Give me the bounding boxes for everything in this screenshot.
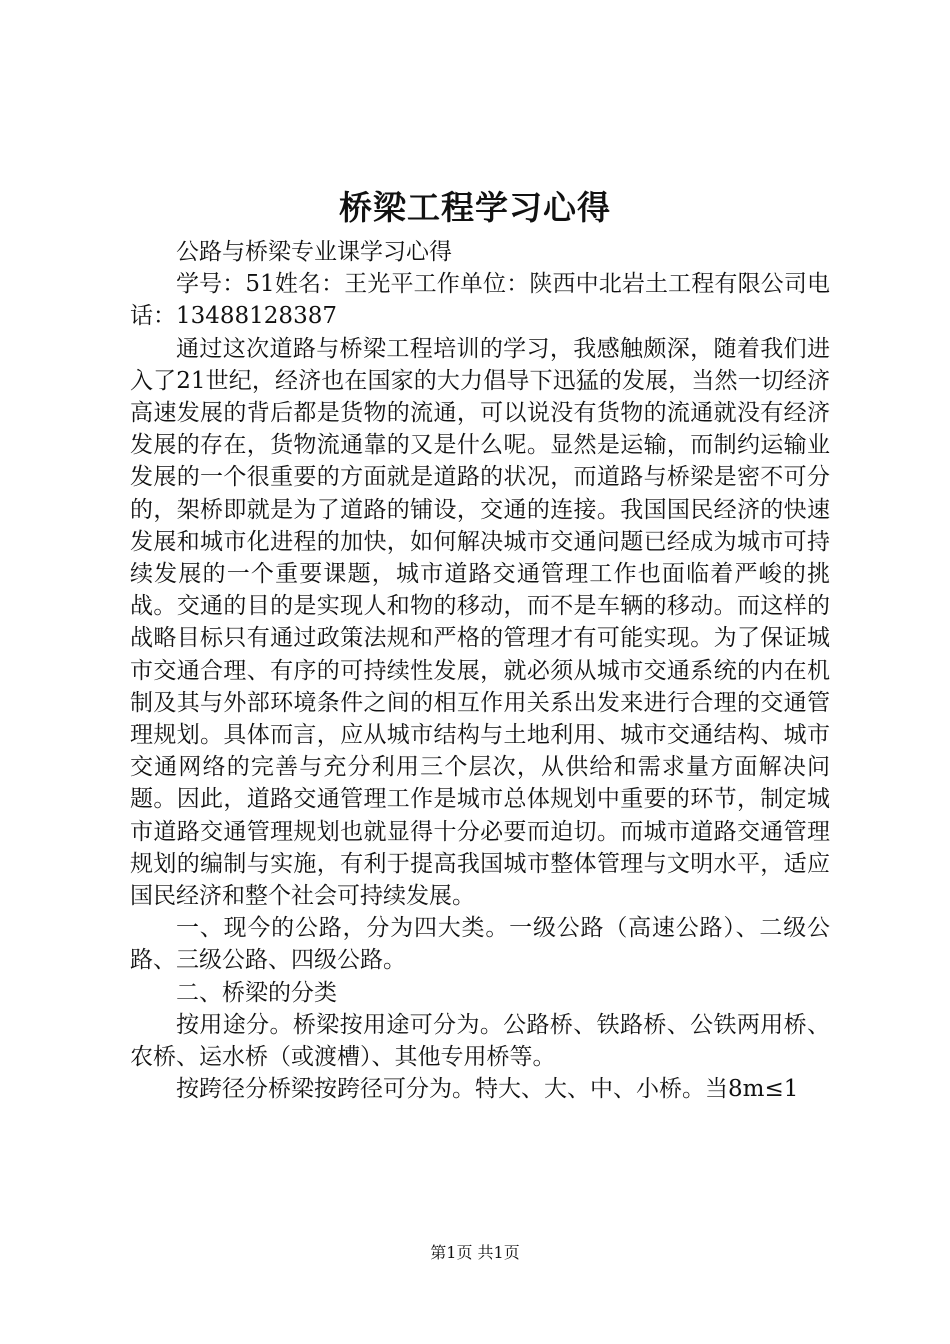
paragraph-bridge-heading: 二、桥梁的分类 (176, 979, 337, 1006)
paragraph-road-classes: 一、现今的公路，分为四大类。一级公路（高速公路）、二级公路、三级公路、四级公路。 (130, 915, 830, 974)
document-body (130, 236, 830, 1105)
paragraph-author-info: 学号：51姓名：王光平工作单位：陕西中北岩土工程有限公司电话：13488128387 (130, 271, 830, 330)
paragraph-subtitle: 公路与桥梁专业课学习心得 (176, 239, 452, 265)
paragraph-bridge-span: 按跨径分桥梁按跨径可分为。特大、大、中、小桥。当8m≤1 (176, 1076, 799, 1103)
document-title: 桥梁工程学习心得 (339, 188, 611, 227)
page-footer: 第1页 共1页 (430, 1243, 520, 1262)
paragraph-main: 通过这次道路与桥梁工程培训的学习，我感触颇深，随着我们进入了21世纪，经济也在国家的大力倡导下迅猛的发展，当然一切经济高速发展的背后都是货物的流通，可以说没有货物的流通就没有经济发展的存在，货物流通靠的又是什么呢。显然是运输，而制约运输业发展的一个很重要的方面就是道路的状况，而道路与桥梁是密不可分的，架桥即就是为了道路的铺设，交通的连接。我国国民经济的快速发展和城市化进程的加快，如何解决城市交通问题已经成为城市可持续发展的一个重要课题，城市道路交通管理工作也面临着严峻的挑战。交通的目的是实现人和物的移动，而不是车辆的移动。而这样的战略目标只有通过政策法规和严格的管理才有可能实现。为了保证城市交通合理、有序的可持续性发展，就必须从城市交通系统的内在机制及其与外部环境条件之间的相互作用关系出发来进行合理的交通管理规划。具体而言，应从城市结构与土地利用、城市交通结构、城市交通网络的完善与充分利用三个层次，从供给和需求量方面解决问题。因此，道路交通管理工作是城市总体规划中重要的环节，制定城市道路交通管理规划也就显得十分必要而迫切。而城市道路交通管理规划的编制与实施，有利于提高我国城市整体管理与文明水平，适应国民经济和整个社会可持续发展。 (130, 335, 830, 910)
paragraph-bridge-use: 按用途分。桥梁按用途可分为。公路桥、铁路桥、公铁两用桥、农桥、运水桥（或渡槽）、其他专用桥等。 (130, 1011, 830, 1071)
